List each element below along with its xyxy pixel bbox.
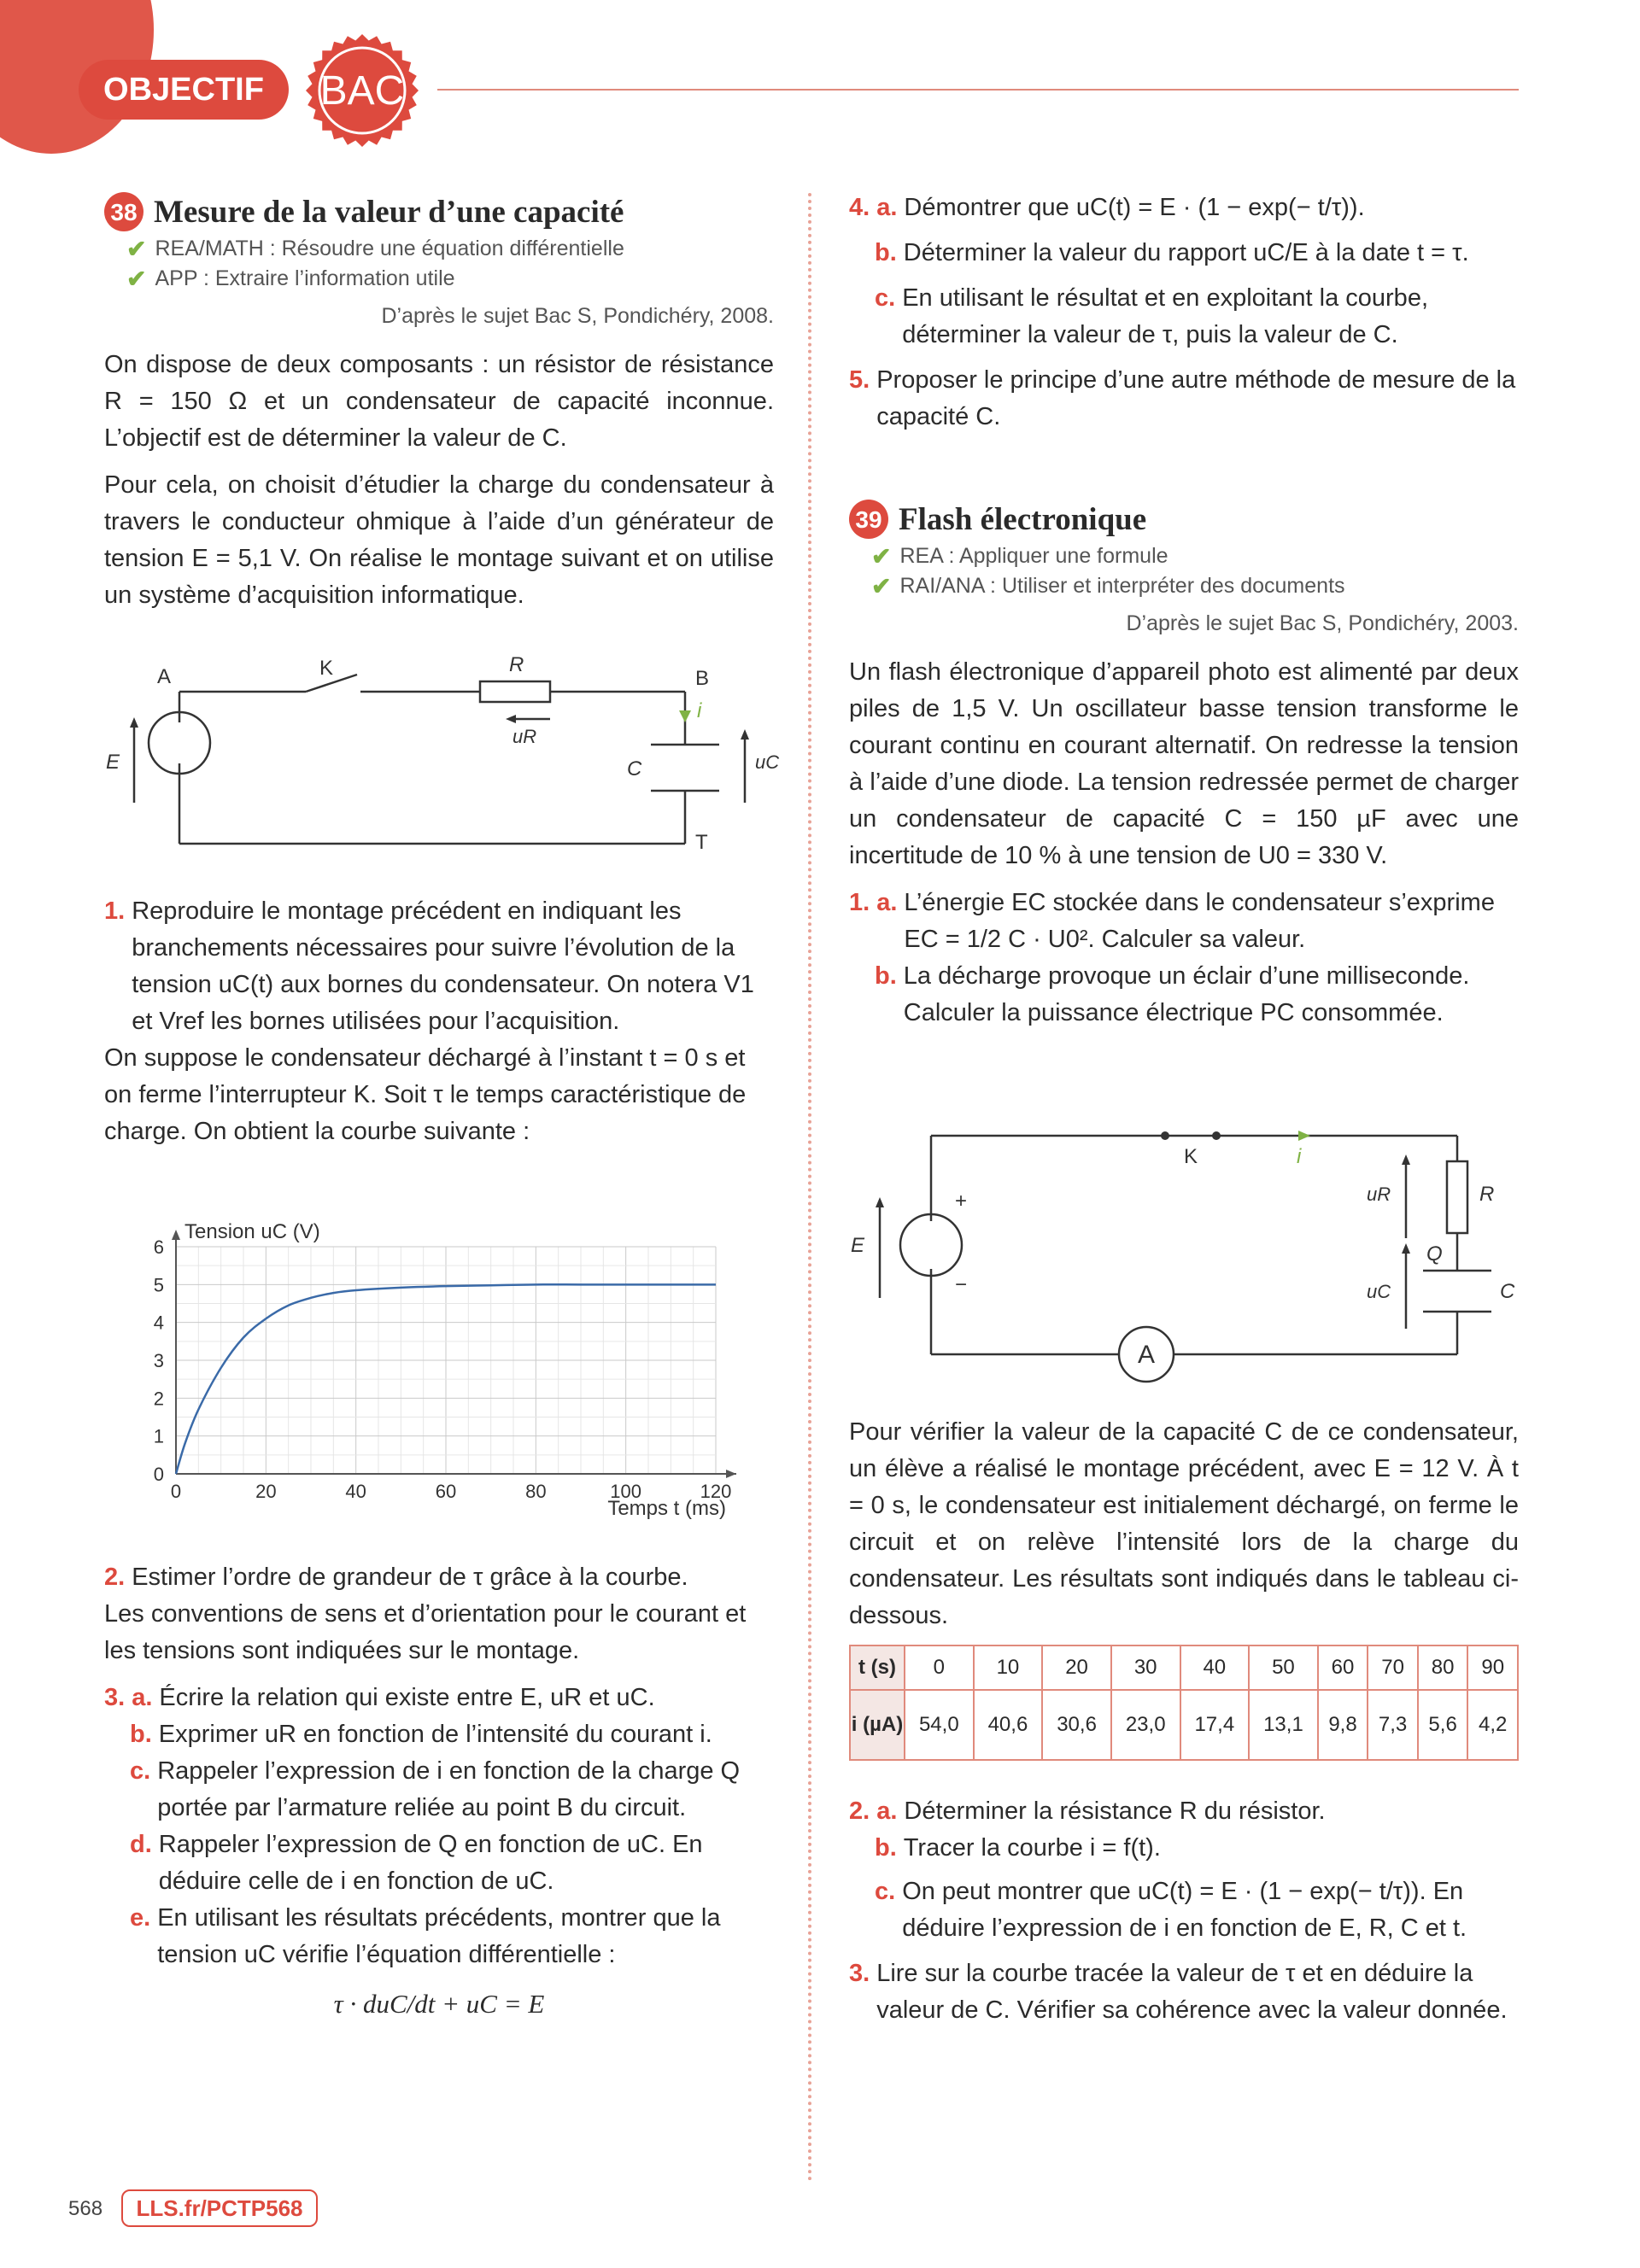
current-label: i	[697, 699, 702, 722]
skill-item: ✔ RAI/ANA : Utiliser et interpréter des documents	[871, 573, 1345, 599]
subquestion-label: a.	[876, 889, 898, 916]
x-tick-label: 60	[435, 1481, 457, 1502]
y-tick-label: 1	[153, 1425, 164, 1447]
subquestion-label: c.	[875, 284, 896, 312]
voltage-label-uC: uC	[755, 751, 780, 773]
intro-paragraph: Un flash électronique d’appareil photo est alimenté par deux piles de 1,5 V. Un oscillateur basse tension transforme le courant continu en courant alternatif. On redresse la tension à l’aide d’une diode. La tension redressée permet de charger un condensateur de capacité C = 150 µF avec une incertitude de 10 % à une tension de U0 = 330 V.	[849, 658, 1519, 869]
y-axis-label: Tension uC (V)	[184, 1220, 320, 1243]
x-axis-label: Temps t (ms)	[607, 1497, 726, 1520]
capacitor-label: C	[627, 757, 642, 780]
y-tick-label: 6	[153, 1236, 164, 1258]
resistor-label: R	[509, 653, 524, 676]
table-cell: 9,8	[1318, 1690, 1368, 1760]
capacitor-label: C	[1500, 1280, 1515, 1303]
y-tick-label: 4	[153, 1312, 164, 1334]
table-cell: 30,6	[1042, 1690, 1111, 1760]
paragraph: Pour vérifier la valeur de la capacité C de ce condensateur, un élève a réalisé le montage précédent, avec E = 12 V. À t = 0 s, le condensateur est initialement déchargé, on ferme le circuit et on relève l’intensité lors de la charge du condensateur. Les résultats sont indiqués dans le tableau ci-dessous.	[849, 1418, 1519, 1629]
exercise-title: Flash électronique	[899, 501, 1147, 537]
y-tick-label: 3	[153, 1350, 164, 1371]
question-text: Écrire la relation qui existe entre E, uR et uC.	[159, 1684, 655, 1711]
table-cell: 17,4	[1180, 1690, 1250, 1760]
question-number: 5.	[849, 366, 870, 394]
table-cell: 40,6	[974, 1690, 1043, 1760]
exercise-39	[849, 497, 1519, 1032]
subquestion-label: d.	[130, 1831, 152, 1858]
x-tick-label: 20	[255, 1481, 277, 1502]
resistor-label: R	[1479, 1183, 1495, 1206]
charge-curve-chart	[104, 1211, 774, 1529]
question-text: Reproduire le montage précédent en indiquant les branchements nécessaires pour suivre l’évolution de la tension uC(t) aux bornes du condensateur. On notera V1 et Vref les bornes utilisées pour l’acquisition.	[132, 897, 754, 1035]
table-cell: 13,1	[1249, 1690, 1318, 1760]
exercise-title: Mesure de la valeur d’une capacité	[154, 194, 624, 230]
node-label-B: B	[695, 667, 710, 690]
ammeter-label: A	[1137, 1341, 1156, 1369]
question-text: Déterminer la valeur du rapport uC/E à la date t = τ.	[903, 239, 1469, 266]
x-tick-label: 40	[345, 1481, 366, 1502]
question-number: 1.	[849, 889, 870, 916]
source-note: D’après le sujet Bac S, Pondichéry, 2003.	[1126, 611, 1519, 635]
question-text: Proposer le principe d’une autre méthode de mesure de la capacité C.	[876, 366, 1516, 430]
subquestion-label: b.	[130, 1721, 152, 1748]
question-text: Tracer la courbe i = f(t).	[903, 1834, 1161, 1862]
table-cell: 60	[1318, 1645, 1368, 1690]
skill-item: ✔ APP : Extraire l’information utile	[126, 266, 455, 292]
current-label: i	[1297, 1145, 1302, 1168]
question-text: Estimer l’ordre de grandeur de τ grâce à la courbe.	[132, 1564, 688, 1591]
subquestion-label: e.	[130, 1904, 151, 1932]
lls-link[interactable]: LLS.fr/PCTP568	[121, 2189, 318, 2227]
table-cell: 80	[1418, 1645, 1468, 1690]
question-text: Exprimer uR en fonction de l’intensité du courant i.	[158, 1721, 712, 1748]
x-tick-label: 0	[170, 1481, 182, 1502]
switch-label-K: K	[319, 657, 334, 680]
table-cell: 4,2	[1467, 1690, 1518, 1760]
page-number: 568	[68, 2197, 103, 2220]
right-column-top	[849, 190, 1519, 435]
measurement-table	[849, 1645, 1519, 1761]
exercise-number: 39	[849, 500, 888, 539]
subquestion-label: c.	[130, 1757, 151, 1785]
node-label-A: A	[157, 665, 172, 688]
charge-label-Q: Q	[1426, 1242, 1443, 1266]
question-text: Déterminer la résistance R du résistor.	[904, 1797, 1326, 1825]
column-divider	[808, 193, 811, 2183]
plus-terminal: +	[955, 1190, 968, 1213]
check-icon: ✔	[126, 236, 147, 262]
exercise-38-header	[104, 190, 774, 234]
check-icon: ✔	[871, 573, 892, 599]
question-number: 1.	[104, 897, 126, 925]
table-cell: 7,3	[1368, 1690, 1418, 1760]
question-number: 3.	[104, 1684, 126, 1711]
y-tick-label: 2	[153, 1388, 164, 1410]
subquestion-label: b.	[875, 1834, 897, 1862]
table-cell: 30	[1111, 1645, 1180, 1690]
table-cell: 23,0	[1111, 1690, 1180, 1760]
intro-paragraph: On dispose de deux composants : un résistor de résistance R = 150 Ω et un condensateur de capacité inconnue. L’objectif est de déterminer la valeur de C.	[104, 351, 774, 452]
question-text: La décharge provoque un éclair d’une milliseconde. Calculer la puissance électrique PC consommée.	[903, 962, 1470, 1026]
table-cell: 10	[974, 1645, 1043, 1690]
differential-equation: τ · duC/dt + uC = E	[333, 1989, 545, 2019]
source-note: D’après le sujet Bac S, Pondichéry, 2008.	[381, 304, 774, 328]
table-cell: 20	[1042, 1645, 1111, 1690]
subquestion-label: a.	[132, 1684, 153, 1711]
question-number: 3.	[849, 1960, 870, 1987]
table-cell: 0	[905, 1645, 974, 1690]
ex38-q2-q3-block	[104, 1559, 774, 2022]
subquestion-label: a.	[876, 194, 898, 221]
question-text: On peut montrer que uC(t) = E · (1 − exp(− t/τ)). En déduire l’expression de i en fonction de E, R, C et t.	[902, 1878, 1467, 1942]
question-text: Démontrer que uC(t) = E · (1 − exp(− t/τ)).	[904, 194, 1365, 221]
question-number: 4.	[849, 194, 870, 221]
paragraph: Les conventions de sens et d’orientation pour le courant et les tensions sont indiquées sur le montage.	[104, 1600, 747, 1664]
skill-item: ✔ REA : Appliquer une formule	[871, 543, 1168, 570]
paragraph: On suppose le condensateur déchargé à l’instant t = 0 s et on ferme l’interrupteur K. Soit τ le temps caractéristique de charge. On obtient la courbe suivante :	[104, 1044, 747, 1145]
generator-label-E: E	[851, 1234, 865, 1257]
question-text: L’énergie EC stockée dans le condensateur s’exprime EC = 1/2 C · U0². Calculer sa valeur.	[904, 889, 1495, 953]
left-column	[104, 190, 774, 614]
subquestion-label: a.	[876, 1797, 898, 1825]
ex39-paragraph-block	[849, 1414, 1519, 1634]
voltage-label-uC: uC	[1367, 1281, 1391, 1302]
check-icon: ✔	[871, 543, 892, 570]
exercise-number: 38	[104, 192, 144, 231]
table-cell: 90	[1467, 1645, 1518, 1690]
intro-paragraph: Pour cela, on choisit d’étudier la charge du condensateur à travers le conducteur ohmique à l’aide d’un générateur de tension E = 5,1 V. On réalise le montage suivant et on utilise un système d’acquisition informatique.	[104, 471, 774, 609]
question-number: 2.	[104, 1564, 126, 1591]
voltage-label-uR: uR	[1367, 1184, 1391, 1205]
generator-label-E: E	[106, 751, 120, 774]
x-tick-label: 120	[700, 1481, 732, 1502]
ex38-q1-block	[104, 893, 774, 1150]
subquestion-label: b.	[875, 962, 897, 990]
table-cell: 54,0	[905, 1690, 974, 1760]
ex39-q2-q3-block	[849, 1793, 1519, 2029]
table-cell: 5,6	[1418, 1690, 1468, 1760]
question-text: Lire sur la courbe tracée la valeur de τ et en déduire la valeur de C. Vérifier sa cohérence avec la valeur donnée.	[876, 1960, 1508, 2024]
question-text: Rappeler l’expression de i en fonction de la charge Q portée par l’armature reliée au point B du circuit.	[157, 1757, 741, 1821]
subquestion-label: b.	[875, 239, 897, 266]
x-tick-label: 80	[525, 1481, 547, 1502]
objectif-badge: OBJECTIF	[79, 60, 289, 120]
subquestion-label: c.	[875, 1878, 896, 1905]
table-row	[850, 1645, 1518, 1690]
node-label-T: T	[695, 831, 708, 854]
question-text: En utilisant le résultat et en exploitant la courbe, déterminer la valeur de τ, puis la valeur de C.	[902, 284, 1428, 348]
x-tick-label: 100	[610, 1481, 642, 1502]
table-cell: 70	[1368, 1645, 1418, 1690]
voltage-label-uR: uR	[512, 726, 537, 747]
y-tick-label: 5	[153, 1274, 164, 1296]
circuit-diagram-1	[104, 653, 780, 862]
header-rule	[437, 89, 1519, 91]
skill-item: ✔ REA/MATH : Résoudre une équation différentielle	[126, 236, 624, 262]
row-header: i (µA)	[850, 1690, 905, 1760]
table-row	[850, 1690, 1518, 1760]
exercise-39-header	[849, 497, 1519, 541]
minus-terminal: −	[955, 1273, 968, 1296]
table-cell: 40	[1180, 1645, 1250, 1690]
y-tick-label: 0	[153, 1464, 164, 1485]
question-text: En utilisant les résultats précédents, montrer que la tension uC vérifie l’équation différentielle :	[157, 1904, 721, 1968]
circuit-diagram-2	[849, 1119, 1519, 1392]
check-icon: ✔	[126, 266, 147, 292]
question-number: 2.	[849, 1797, 870, 1825]
question-text: Rappeler l’expression de Q en fonction de uC. En déduire celle de i en fonction de uC.	[158, 1831, 703, 1895]
switch-label-K: K	[1184, 1145, 1198, 1168]
bac-label: BAC	[319, 67, 405, 114]
table-cell: 50	[1249, 1645, 1318, 1690]
row-header: t (s)	[850, 1645, 905, 1690]
